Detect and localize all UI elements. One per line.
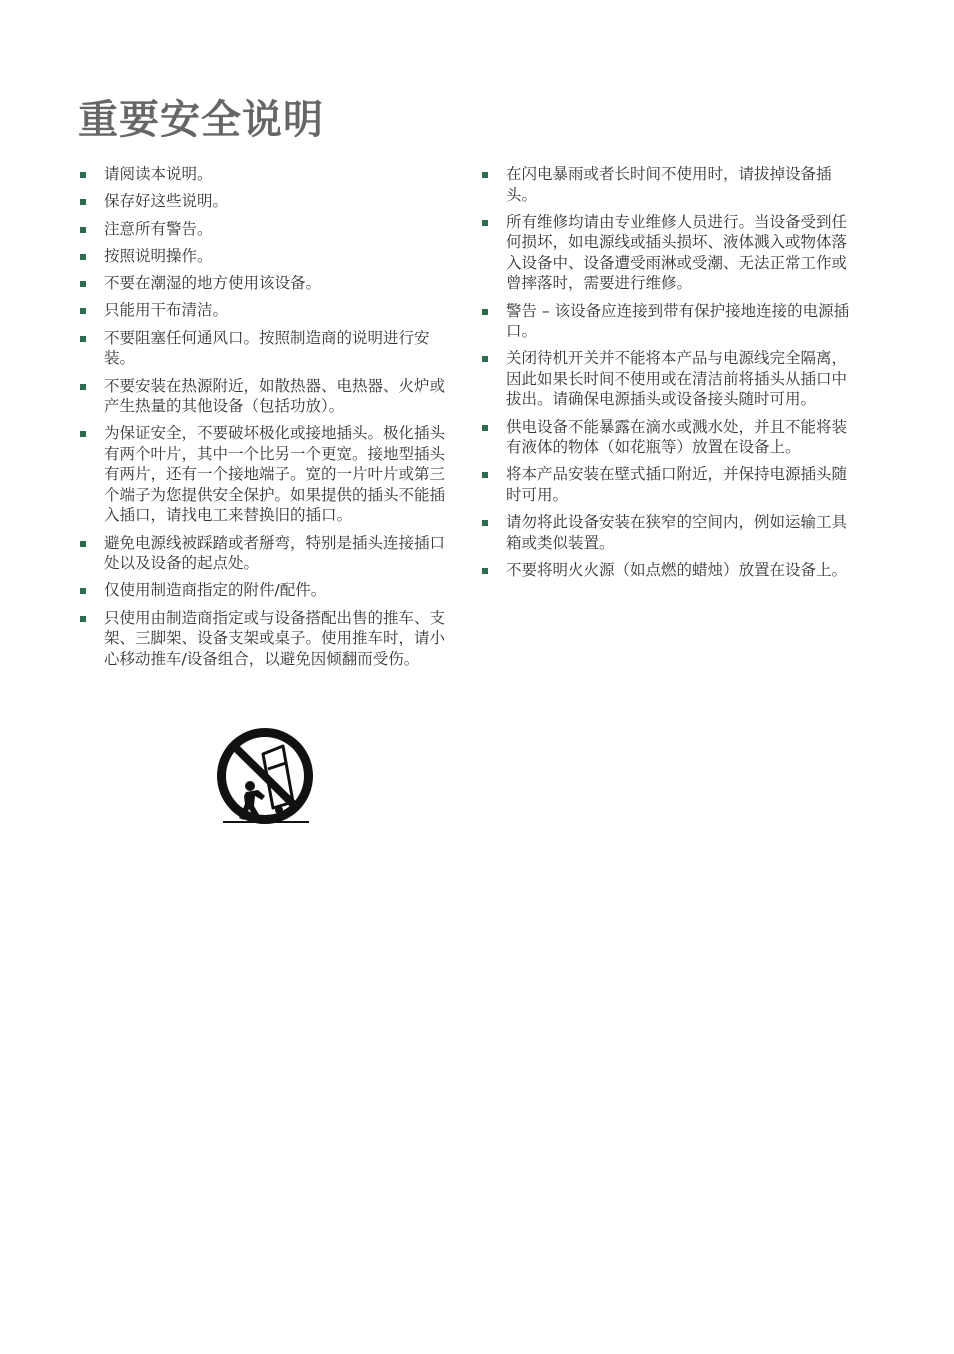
safety-item [480,301,860,342]
bullet-square-icon [80,308,86,314]
safety-list-right [480,164,860,587]
safety-item [480,348,860,410]
bullet-square-icon [80,616,86,622]
safety-item-text: 注意所有警告。 [104,219,213,238]
bullet-square-icon [80,281,86,287]
safety-item [480,464,860,505]
safety-item-text: 请勿将此设备安装在狭窄的空间内，例如运输工具箱或类似装置。 [506,513,848,552]
safety-item-text: 不要阻塞任何通风口。按照制造商的说明进行安装。 [104,328,430,368]
bullet-square-icon [80,588,86,594]
safety-item-text: 为保证安全，不要破坏极化或接地插头。极化插头有两个叶片，其中一个比另一个更宽。接地型插头有两片，还有一个接地端子。宽的一片叶片或第三个端子为您提供安全保护。如果提供的插头不能插入插口，请找电工来替换旧的插口。 [104,424,446,525]
safety-item [78,608,458,670]
safety-item-text: 不要在潮湿的地方使用该设备。 [104,274,322,293]
safety-item-text: 只使用由制造商指定或与设备搭配出售的推车、支架、三脚架、设备支架或桌子。使用推车时，请小心移动推车/设备组合，以避免因倾翻而受伤。 [104,608,446,668]
page-title: 重要安全说明 [78,97,324,143]
safety-item [78,423,458,526]
safety-item [78,273,458,294]
safety-item-text: 所有维修均请由专业维修人员进行。当设备受到任何损坏，如电源线或插头损坏、液体溅入或物体落入设备中、设备遭受雨淋或受潮、无法正常工作或曾摔落时，需要进行维修。 [506,212,848,293]
safety-item-text: 只能用干布清洁。 [104,301,229,320]
cart-tip-over-warning-icon [213,724,319,828]
bullet-square-icon [482,309,488,315]
bullet-square-icon [482,425,488,431]
safety-item-text: 不要将明火火源（如点燃的蜡烛）放置在设备上。 [506,561,848,580]
safety-item-text: 不要安装在热源附近，如散热器、电热器、火炉或产生热量的其他设备（包括功放）。 [104,376,446,416]
bullet-square-icon [482,520,488,526]
safety-item [78,219,458,240]
bullet-square-icon [482,472,488,478]
bullet-square-icon [482,356,488,362]
safety-item [480,164,860,205]
safety-item-text: 按照说明操作。 [104,246,213,265]
safety-item-text: 在闪电暴雨或者长时间不使用时，请拔掉设备插头。 [506,165,832,204]
bullet-square-icon [80,384,86,390]
bullet-square-icon [80,336,86,342]
safety-list-left [78,164,458,676]
safety-item-text: 将本产品安装在壁式插口附近，并保持电源插头随时可用。 [506,465,848,504]
safety-item-text: 请阅读本说明。 [104,165,213,183]
safety-item-text: 避免电源线被踩踏或者掰弯，特别是插头连接插口处以及设备的起点处。 [104,533,446,573]
safety-item [78,580,458,601]
bullet-square-icon [80,431,86,437]
safety-item [78,376,458,417]
bullet-square-icon [80,172,86,178]
safety-item [78,191,458,212]
safety-item-text: 供电设备不能暴露在滴水或溅水处，并且不能将装有液体的物体（如花瓶等）放置在设备上。 [506,417,848,457]
safety-item [78,164,458,185]
safety-item-text: 保存好这些说明。 [104,192,229,211]
safety-item [480,512,860,553]
safety-item [480,560,860,581]
safety-item-text: 警告 – 该设备应连接到带有保护接地连接的电源插口。 [506,301,850,341]
safety-item [78,246,458,267]
bullet-square-icon [482,220,488,226]
bullet-square-icon [80,541,86,547]
bullet-square-icon [80,254,86,260]
safety-item-text: 仅使用制造商指定的附件/配件。 [104,581,327,600]
safety-item [78,300,458,321]
bullet-square-icon [80,199,86,205]
bullet-square-icon [80,227,86,233]
bullet-square-icon [482,568,488,574]
safety-item-text: 关闭待机开关并不能将本产品与电源线完全隔离，因此如果长时间不使用或在清洁前将插头从插口中拔出。请确保电源插头或设备接头随时可用。 [506,349,848,409]
safety-item [78,533,458,574]
safety-item [480,212,860,294]
safety-item [78,328,458,369]
safety-item [480,417,860,458]
bullet-square-icon [482,172,488,178]
